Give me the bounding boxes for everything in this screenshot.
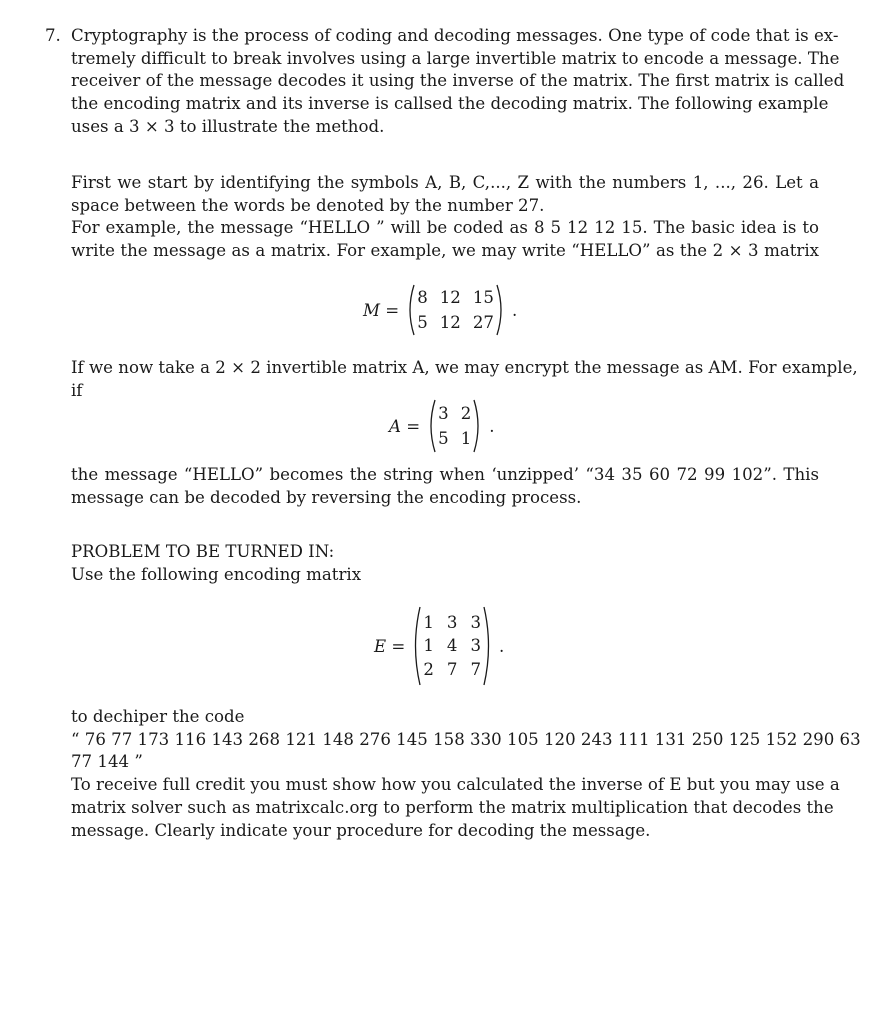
matrix-a-period: . bbox=[489, 416, 495, 436]
matrix-e-cell: 4 bbox=[446, 636, 458, 656]
matrix-a bbox=[436, 404, 473, 449]
matrix-e-cell: 3 bbox=[470, 612, 481, 632]
matrix-m-cell: 15 bbox=[472, 287, 494, 307]
question-number: 7. bbox=[45, 26, 61, 45]
final-line: message. Clearly indicate your procedure for decoding the message. bbox=[71, 820, 651, 840]
encrypt-line: if bbox=[71, 380, 83, 400]
left-paren-icon bbox=[411, 606, 421, 686]
matrix-e-cell: 3 bbox=[446, 612, 458, 632]
matrix-e-period: . bbox=[499, 636, 505, 656]
matrix-a-equation bbox=[389, 399, 495, 453]
matrix-m-equation bbox=[363, 284, 517, 336]
matrix-e-cell: 2 bbox=[423, 659, 434, 679]
matrix-a-cell: 5 bbox=[438, 428, 449, 448]
matrix-a-lhs: A = bbox=[389, 416, 421, 436]
encrypt-paragraph bbox=[71, 357, 858, 402]
code-sequence-line: 77 144 ” bbox=[71, 752, 143, 772]
intro-line: uses a 3 × 3 to illustrate the method. bbox=[71, 116, 385, 136]
setup-paragraph bbox=[71, 172, 819, 263]
matrix-e bbox=[421, 612, 483, 681]
left-paren-icon bbox=[405, 284, 415, 336]
matrix-e-cell: 7 bbox=[446, 659, 458, 679]
matrix-e-cell: 7 bbox=[470, 659, 481, 679]
result-paragraph bbox=[71, 464, 819, 509]
result-line: message can be decoded by reversing the encoding process. bbox=[71, 487, 582, 507]
matrix-m bbox=[415, 288, 496, 333]
setup-line: write the message as a matrix. For example, we may write “HELLO” as the 2 × 3 matrix bbox=[71, 241, 819, 261]
final-line: To receive full credit you must show how you calculated the inverse of E but you may use a bbox=[71, 775, 840, 795]
result-line: the message “HELLO” becomes the string when ‘unzipped’ “34 35 60 72 99 102”. This bbox=[71, 465, 819, 484]
matrix-m-lhs: M = bbox=[363, 300, 400, 320]
problem-line: Use the following encoding matrix bbox=[71, 564, 362, 584]
matrix-m-period: . bbox=[512, 300, 518, 320]
matrix-a-cell: 3 bbox=[438, 403, 449, 423]
matrix-e-lhs: E = bbox=[374, 636, 406, 656]
intro-line: the encoding matrix and its inverse is callsed the decoding matrix. The following example bbox=[71, 94, 829, 114]
final-line: to dechiper the code bbox=[71, 707, 245, 726]
setup-line: For example, the message “HELLO ” will be coded as 8 5 12 12 15. The basic idea is to bbox=[71, 218, 819, 238]
right-paren-icon bbox=[496, 284, 506, 336]
matrix-a-cell: 2 bbox=[460, 403, 472, 423]
matrix-e-cell: 1 bbox=[423, 636, 434, 656]
encrypt-line: If we now take a 2 × 2 invertible matrix A, we may encrypt the message as AM. For example, bbox=[71, 358, 858, 377]
right-paren-icon bbox=[473, 399, 483, 453]
intro-line: Cryptography is the process of coding and decoding messages. One type of code that is ex- bbox=[71, 26, 839, 45]
final-line: matrix solver such as matrixcalc.org to perform the matrix multiplication that decodes the bbox=[71, 797, 834, 817]
intro-line: receiver of the message decodes it using the inverse of the matrix. The first matrix is called bbox=[71, 71, 845, 91]
matrix-m-cell: 8 bbox=[417, 287, 428, 307]
matrix-m-cell: 5 bbox=[417, 312, 428, 332]
intro-line: tremely difficult to break involves using a large invertible matrix to encode a message. The bbox=[71, 48, 840, 68]
setup-line: First we start by identifying the symbols A, B, C,..., Z with the numbers 1, ..., 26. Let a bbox=[71, 173, 819, 192]
right-paren-icon bbox=[483, 606, 493, 686]
left-paren-icon bbox=[426, 399, 436, 453]
problem-heading bbox=[71, 541, 819, 586]
matrix-e-cell: 1 bbox=[423, 612, 434, 632]
code-sequence-line: “ 76 77 173 116 143 268 121 148 276 145 158 330 105 120 243 111 131 250 125 152 290 63 bbox=[71, 729, 861, 749]
matrix-e-cell: 3 bbox=[470, 636, 481, 656]
matrix-m-cell: 12 bbox=[439, 312, 461, 332]
final-paragraph bbox=[71, 706, 861, 842]
matrix-a-cell: 1 bbox=[460, 428, 472, 448]
setup-line: space between the words be denoted by the number 27. bbox=[71, 195, 545, 215]
intro-paragraph bbox=[71, 25, 845, 139]
problem-line: PROBLEM TO BE TURNED IN: bbox=[71, 542, 335, 561]
matrix-m-cell: 27 bbox=[472, 312, 494, 332]
matrix-e-equation bbox=[374, 606, 504, 686]
matrix-m-cell: 12 bbox=[439, 287, 461, 307]
